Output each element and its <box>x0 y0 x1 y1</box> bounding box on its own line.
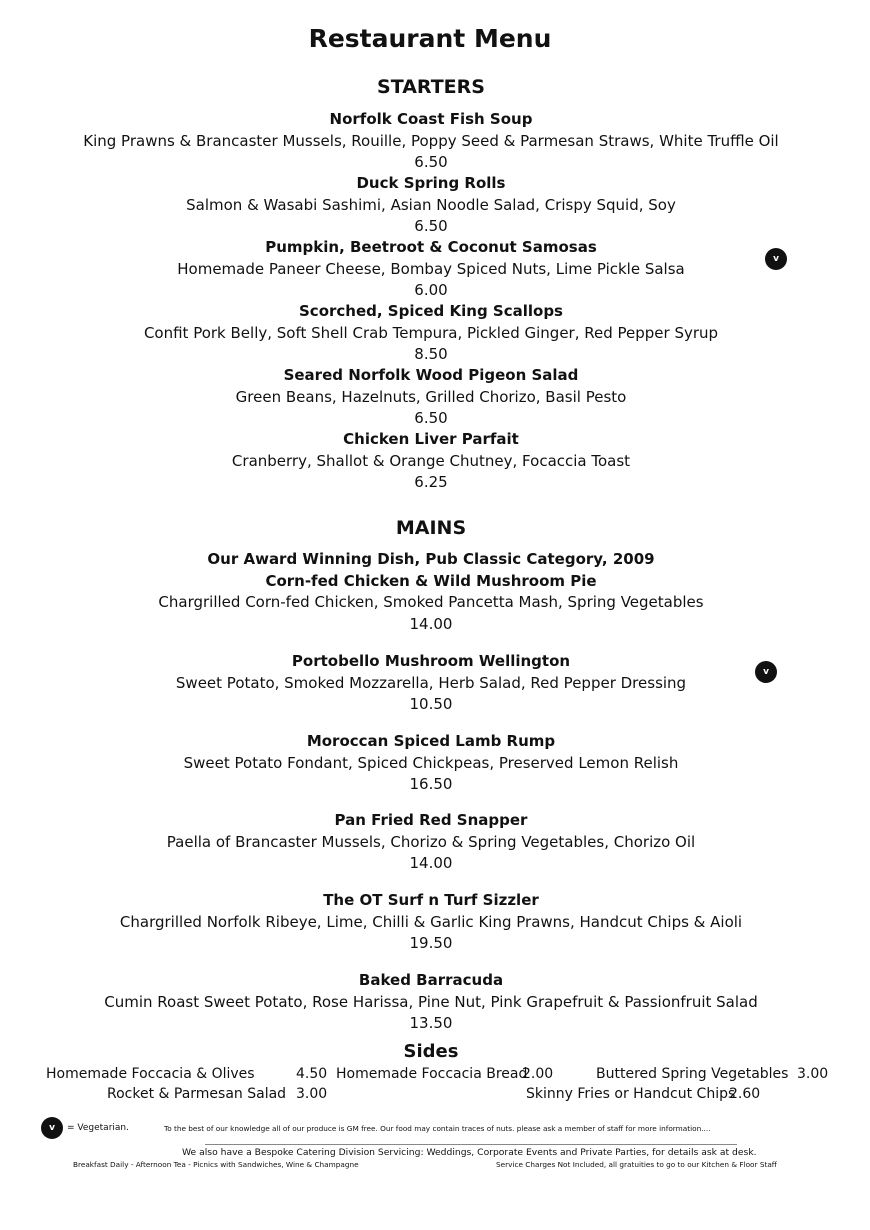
dish-price: 14.00 <box>409 614 453 633</box>
starter-item <box>0 429 862 494</box>
dish-name: Portobello Mushroom Wellington <box>291 652 571 670</box>
service-note: Service Charges Not Included, all gratuities to go to our Kitchen & Floor Staff <box>496 1160 777 1169</box>
vegetarian-badge: v <box>765 248 787 270</box>
dish-price: 19.50 <box>409 934 453 952</box>
dish-description: Sweet Potato, Smoked Mozzarella, Herb Salad, Red Pepper Dressing <box>175 673 687 692</box>
dish-description: King Prawns & Brancaster Mussels, Rouille, Poppy Seed & Parmesan Straws, White Truffle Oil <box>83 131 779 150</box>
dish-name: Baked Barracuda <box>358 971 504 989</box>
dish-name: Scorched, Spiced King Scallops <box>299 302 563 320</box>
dish-name: Pan Fried Red Snapper <box>334 811 528 829</box>
starter-item <box>0 365 862 430</box>
side-name: Homemade Foccacia Bread <box>336 1066 528 1082</box>
dish-name: The OT Surf n Turf Sizzler <box>323 891 539 909</box>
dish-price: 16.50 <box>409 775 453 793</box>
dish-description: Cranberry, Shallot & Orange Chutney, Focaccia Toast <box>231 451 631 470</box>
vegetarian-legend: = Vegetarian. <box>67 1123 129 1133</box>
dish-description: Confit Pork Belly, Soft Shell Crab Tempura, Pickled Ginger, Red Pepper Syrup <box>143 323 719 342</box>
dish-description: Salmon & Wasabi Sashimi, Asian Noodle Salad, Crispy Squid, Soy <box>186 195 676 214</box>
main-item <box>0 651 862 716</box>
dish-price: 6.50 <box>414 153 448 171</box>
dish-description: Paella of Brancaster Mussels, Chorizo & Spring Vegetables, Chorizo Oil <box>166 832 696 851</box>
starter-item <box>0 301 862 366</box>
main-item <box>0 731 862 796</box>
side-price: 3.00 <box>296 1086 328 1102</box>
dish-name: Moroccan Spiced Lamb Rump <box>306 732 556 750</box>
dish-name: Duck Spring Rolls <box>356 174 506 192</box>
side-name: Skinny Fries or Handcut Chips <box>526 1086 736 1102</box>
dish-name: Chicken Liver Parfait <box>343 430 519 448</box>
main-item <box>0 970 862 1035</box>
dish-description: Sweet Potato Fondant, Spiced Chickpeas, Preserved Lemon Relish <box>183 753 679 772</box>
catering-note: We also have a Bespoke Catering Division Servicing: Weddings, Corporate Events and Private Parties, for details ask at desk. <box>182 1147 757 1158</box>
dish-price: 6.00 <box>414 281 448 299</box>
side-name: Buttered Spring Vegetables <box>596 1066 789 1082</box>
dish-price: 6.50 <box>414 409 448 427</box>
starter-item <box>0 173 862 238</box>
vegetarian-badge: v <box>755 661 777 683</box>
page-title: Restaurant Menu <box>308 24 552 53</box>
dish-name: Pumpkin, Beetroot & Coconut Samosas <box>265 238 597 256</box>
side-name: Homemade Foccacia & Olives <box>46 1066 255 1082</box>
starters-heading: STARTERS <box>377 76 485 98</box>
dish-name: Seared Norfolk Wood Pigeon Salad <box>283 366 579 384</box>
dish-price: 14.00 <box>409 854 453 872</box>
dish-description: Homemade Paneer Cheese, Bombay Spiced Nuts, Lime Pickle Salsa <box>177 259 685 278</box>
dish-price: 10.50 <box>409 695 453 713</box>
dish-description: Cumin Roast Sweet Potato, Rose Harissa, Pine Nut, Pink Grapefruit & Passionfruit Salad <box>104 992 758 1011</box>
dish-description: Green Beans, Hazelnuts, Grilled Chorizo, Basil Pesto <box>235 387 627 406</box>
starter-item <box>0 237 862 302</box>
side-price: 2.60 <box>729 1086 761 1102</box>
dish-name: Norfolk Coast Fish Soup <box>329 110 533 128</box>
main-item <box>0 549 862 635</box>
breakfast-note: Breakfast Daily - Afternoon Tea - Picnics with Sandwiches, Wine & Champagne <box>73 1160 359 1169</box>
starter-item <box>0 109 862 174</box>
dish-price: 6.50 <box>414 217 448 235</box>
dish-price: 8.50 <box>414 345 448 363</box>
sides-heading: Sides <box>403 1041 459 1062</box>
mains-heading: MAINS <box>395 517 467 539</box>
side-price: 2.00 <box>522 1066 554 1082</box>
award-note: Our Award Winning Dish, Pub Classic Category, 2009 <box>207 550 655 568</box>
side-price: 4.50 <box>296 1066 328 1082</box>
dish-price: 6.25 <box>414 473 448 491</box>
main-item <box>0 810 862 875</box>
allergy-note: To the best of our knowledge all of our produce is GM free. Our food may contain traces of nuts. please ask a member of staff for more information.... <box>164 1124 711 1133</box>
main-item <box>0 890 862 955</box>
vegetarian-legend-badge: v <box>41 1117 63 1139</box>
dish-description: Chargrilled Norfolk Ribeye, Lime, Chilli & Garlic King Prawns, Handcut Chips & Aioli <box>119 912 743 931</box>
side-price: 3.00 <box>797 1066 829 1082</box>
side-name: Rocket & Parmesan Salad <box>107 1086 287 1102</box>
dish-description: Chargrilled Corn-fed Chicken, Smoked Pancetta Mash, Spring Vegetables <box>158 593 704 611</box>
dish-name: Corn-fed Chicken & Wild Mushroom Pie <box>265 571 597 590</box>
dish-price: 13.50 <box>409 1014 453 1032</box>
footer-divider <box>205 1144 737 1145</box>
